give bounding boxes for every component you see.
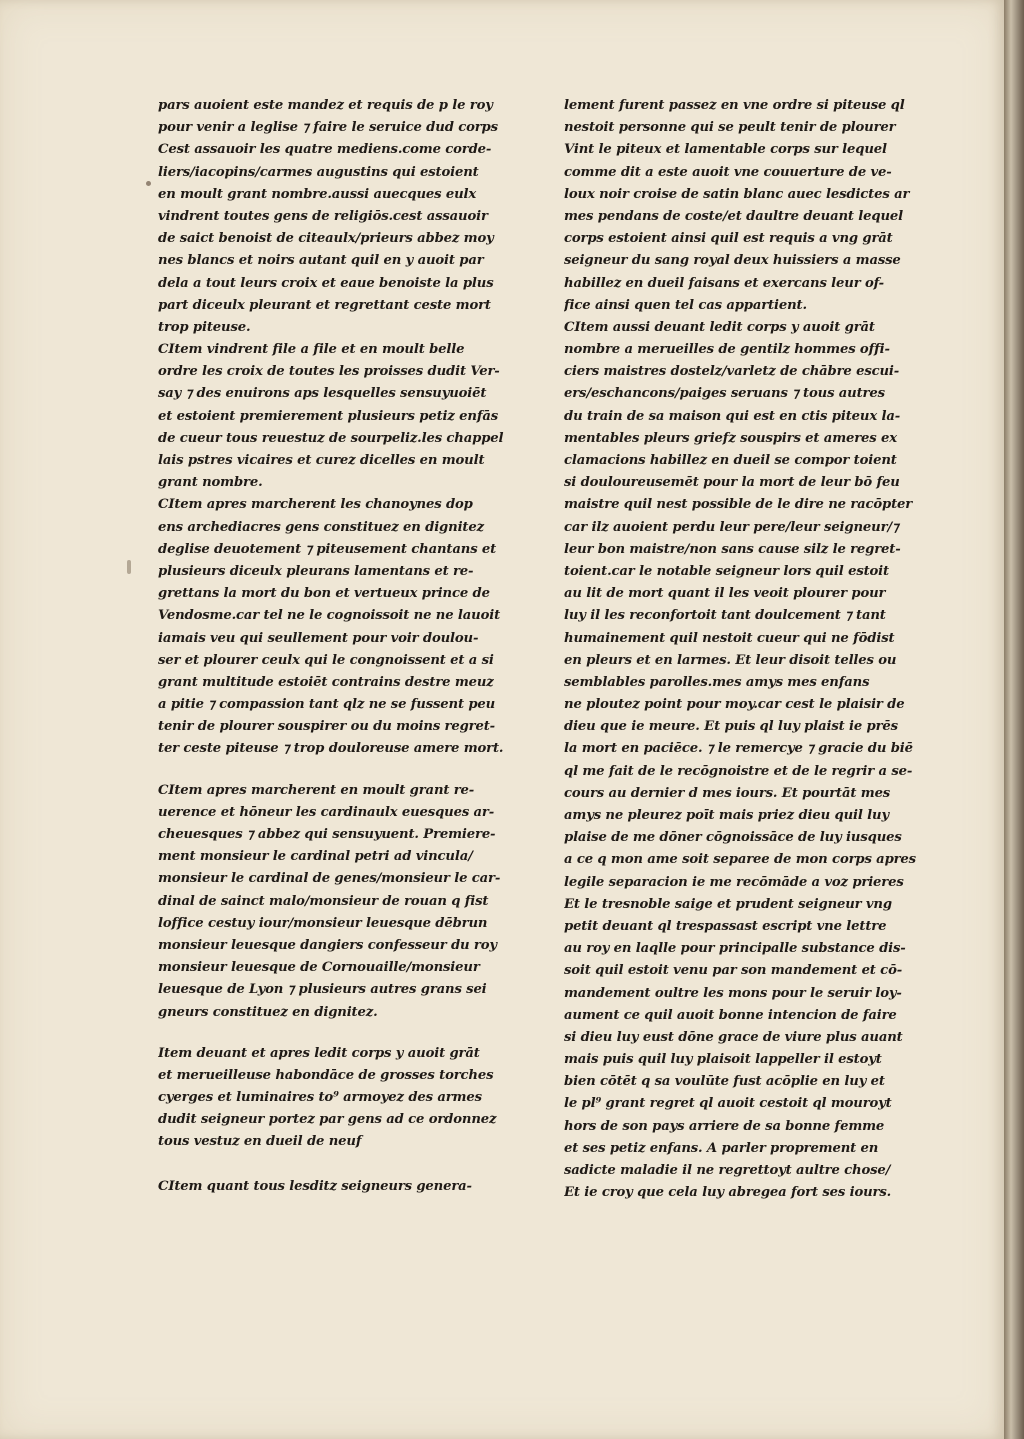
text-line: amys ne pleurez poīt mais priez dieu quil luy — [564, 808, 889, 823]
text-line: le pl⁹ grant regret ql auoit cestoit ql mouroyt — [564, 1096, 892, 1112]
text-line: seigneur du sang royal deux huissiers a masse — [564, 253, 901, 269]
text-line: lais pstres vicaires et curez dicelles en moult — [158, 453, 485, 468]
text-line: de saict benoist de citeaulx/prieurs abbez moy — [158, 231, 494, 247]
text-line: uerence et hōneur les cardinaulx euesques ar- — [158, 804, 495, 820]
text-line: pour venir a leglise ⁊ faire le seruice dud corps — [158, 120, 498, 136]
text-line: loffice cestuy iour/monsieur leuesque dēbrun — [158, 915, 488, 931]
paragraph — [158, 339, 540, 494]
text-line: mais puis quil luy plaisoit lappeller il estoyt — [564, 1052, 882, 1068]
paragraph — [158, 494, 540, 760]
text-line: mes pendans de coste/et daultre deuant lequel — [564, 208, 904, 224]
text-line: ment monsieur le cardinal petri ad vincula/ — [158, 849, 473, 865]
text-line: nestoit personne qui se peult tenir de plourer — [564, 120, 896, 136]
text-line: CItem apres marcherent en moult grant re- — [158, 782, 475, 798]
text-line: CItem aussi deuant ledit corps y auoit grāt — [564, 319, 875, 335]
text-line: tenir de plourer souspirer ou du moins regret- — [158, 719, 495, 735]
text-line: cours au dernier d mes iours. Et pourtāt mes — [564, 785, 891, 801]
text-line: corps estoient ainsi quil est requis a vng grāt — [564, 231, 893, 247]
text-line: ter ceste piteuse ⁊ trop douloreuse amere mort. — [158, 741, 504, 757]
paragraph-gap — [158, 1154, 540, 1176]
text-line: monsieur leuesque de Cornouaille/monsieur — [158, 960, 480, 976]
text-line: monsieur leuesque dangiers confesseur du roy — [158, 937, 497, 953]
text-line: maistre quil nest possible de le dire ne racōpter — [564, 497, 913, 513]
text-line: dela a tout leurs croix et eaue benoiste la plus — [158, 275, 494, 291]
text-line: ser et plourer ceulx qui le congnoissent et a si — [158, 652, 494, 668]
text-line: au roy en laqlle pour principalle substance dis- — [564, 941, 906, 957]
text-line: de cueur tous reuestuz de sourpeliz.les chappel — [158, 430, 504, 446]
paragraph — [158, 780, 540, 1024]
page-edge — [1004, 0, 1024, 1439]
text-line: semblables parolles.mes amys mes enfans — [564, 674, 870, 690]
text-line: fice ainsi quen tel cas appartient. — [564, 297, 807, 313]
text-line: dudit seigneur portez par gens ad ce ordonnez — [158, 1112, 497, 1128]
text-line: tous vestuz en dueil de neuf — [158, 1134, 362, 1150]
text-line: Vint le piteux et lamentable corps sur lequel — [564, 142, 887, 158]
text-line: ciers maistres dostelz/varletz de chābre escui- — [564, 364, 900, 380]
text-line: monsieur le cardinal de genes/monsieur le car- — [158, 871, 501, 887]
text-line: dieu que ie meure. Et puis ql luy plaist ie prēs — [564, 719, 898, 735]
text-line: grant multitude estoiēt contrains destre meuz — [158, 674, 494, 690]
text-line: clamacions habillez en dueil se compor toient — [564, 453, 897, 468]
text-line: CItem apres marcherent les chanoynes dop — [158, 497, 473, 513]
text-line: Cest assauoir les quatre mediens.come corde- — [158, 142, 492, 158]
text-line: vindrent toutes gens de religiōs.cest assauoir — [158, 208, 488, 224]
text-line: a ce q mon ame soit separee de mon corps apres — [564, 852, 916, 868]
text-line: au lit de mort quant il les veoit plourer pour — [564, 586, 886, 602]
paragraph — [158, 95, 540, 339]
ink-speck — [146, 181, 151, 186]
text-line: say ⁊ des enuirons aps lesquelles sensuyuoiēt — [158, 386, 487, 402]
text-line: ql me fait de le recōgnoistre et de le regrir a se- — [564, 763, 913, 779]
text-line: loux noir croise de satin blanc auec lesdictes ar — [564, 186, 910, 202]
text-line: lement furent passez en vne ordre si piteuse ql — [564, 98, 905, 113]
text-line: en pleurs et en larmes. Et leur disoit telles ou — [564, 652, 897, 668]
right-column — [564, 95, 958, 1204]
text-line: si dieu luy eust dōne grace de viure plus auant — [564, 1029, 903, 1045]
text-line: en moult grant nombre.aussi auecques eulx — [158, 186, 477, 202]
text-line: pars auoient este mandez et requis de p le roy — [158, 98, 493, 113]
text-line: part diceulx pleurant et regrettant ceste mort — [158, 297, 491, 313]
text-line: et merueilleuse habondāce de grosses torches — [158, 1067, 494, 1083]
text-line: car ilz auoient perdu leur pere/leur seigneur/⁊ — [564, 519, 899, 535]
text-line: a pitie ⁊ compassion tant qlz ne se fussent peu — [158, 697, 496, 713]
paragraph — [158, 1176, 540, 1198]
ink-speck — [127, 560, 131, 574]
text-line: deglise deuotement ⁊ piteusement chantans et — [158, 541, 497, 557]
text-line: la mort en paciēce. ⁊ le remercye ⁊ gracie du biē — [564, 741, 913, 757]
paragraph-gap — [158, 1024, 540, 1043]
text-line: nes blancs et noirs autant quil en y auoit par — [158, 253, 484, 269]
text-line: habillez en dueil faisans et exercans leur of- — [564, 275, 884, 291]
text-line: Et ie croy que cela luy abregea fort ses iours. — [564, 1185, 892, 1201]
paragraph-gap — [158, 761, 540, 780]
text-line: mandement oultre les mons pour le seruir loy- — [564, 985, 902, 1001]
text-line: ens archediacres gens constituez en dignitez — [158, 519, 484, 535]
text-line: ers/eschancons/paiges seruans ⁊ tous autres — [564, 386, 885, 402]
paragraph — [158, 1043, 540, 1154]
text-line: hors de son pays arriere de sa bonne femme — [564, 1118, 885, 1134]
text-line: plaise de me dōner cōgnoissāce de luy iusques — [564, 830, 902, 846]
text-line: CItem vindrent file a file et en moult belle — [158, 342, 465, 358]
text-line: cyerges et luminaires to⁹ armoyez des armes — [158, 1090, 482, 1106]
text-line: soit quil estoit venu par son mandement et cō- — [564, 963, 903, 979]
text-line: du train de sa maison qui est en ctis piteux la- — [564, 408, 901, 424]
text-line: CItem quant tous lesditz seigneurs genera- — [158, 1178, 472, 1194]
text-line: gneurs constituez en dignitez. — [158, 1004, 378, 1020]
text-line: et ses petiz enfans. A parler proprement en — [564, 1140, 879, 1156]
text-line: leur bon maistre/non sans cause silz le regret- — [564, 541, 901, 557]
paragraph — [564, 95, 958, 317]
text-line: nombre a merueilles de gentilz hommes offi- — [564, 342, 890, 358]
text-line: ne ploutez point pour moy.car cest le plaisir de — [564, 697, 905, 713]
text-line: Item deuant et apres ledit corps y auoit grāt — [158, 1045, 480, 1061]
text-line: grant nombre. — [158, 475, 263, 491]
text-line: liers/iacopins/carmes augustins qui estoient — [158, 164, 479, 180]
text-line: Vendosme.car tel ne le cognoissoit ne ne lauoit — [158, 608, 501, 624]
text-line: grettans la mort du bon et vertueux prince de — [158, 586, 490, 602]
text-line: iamais veu qui seullement pour voir doulou- — [158, 630, 479, 646]
text-line: si douloureusemēt pour la mort de leur bō feu — [564, 475, 900, 491]
text-line: comme dit a este auoit vne couuerture de ve- — [564, 164, 892, 180]
text-line: cheuesques ⁊ abbez qui sensuyuent. Premiere- — [158, 827, 496, 842]
left-column — [158, 95, 540, 1198]
text-line: trop piteuse. — [158, 319, 251, 335]
text-line: toient.car le notable seigneur lors quil estoit — [564, 563, 889, 579]
text-line: luy il les reconfortoit tant doulcement ⁊ tant — [564, 608, 886, 624]
text-line: dinal de sainct malo/monsieur de rouan q fist — [158, 893, 489, 909]
text-line: ordre les croix de toutes les proisses dudit Ver- — [158, 364, 500, 380]
text-line: et estoient premierement plusieurs petiz enfās — [158, 408, 499, 424]
text-line: Et le tresnoble saige et prudent seigneur vng — [564, 896, 892, 912]
text-line: legile separacion ie me recōmāde a voz prieres — [564, 874, 904, 890]
text-line: mentables pleurs griefz souspirs et ameres ex — [564, 430, 897, 446]
text-line: leuesque de Lyon ⁊ plusieurs autres grans sei — [158, 982, 487, 998]
paragraph — [564, 317, 958, 1205]
text-line: bien cōtēt q sa voulūte fust acōplie en luy et — [564, 1074, 885, 1090]
text-line: sadicte maladie il ne regrettoyt aultre chose/ — [564, 1163, 891, 1178]
text-line: petit deuant ql trespassast escript vne lettre — [564, 918, 887, 934]
text-line: plusieurs diceulx pleurans lamentans et re- — [158, 563, 474, 579]
text-line: aument ce quil auoit bonne intencion de faire — [564, 1007, 897, 1023]
text-line: humainement quil nestoit cueur qui ne fōdist — [564, 630, 895, 646]
